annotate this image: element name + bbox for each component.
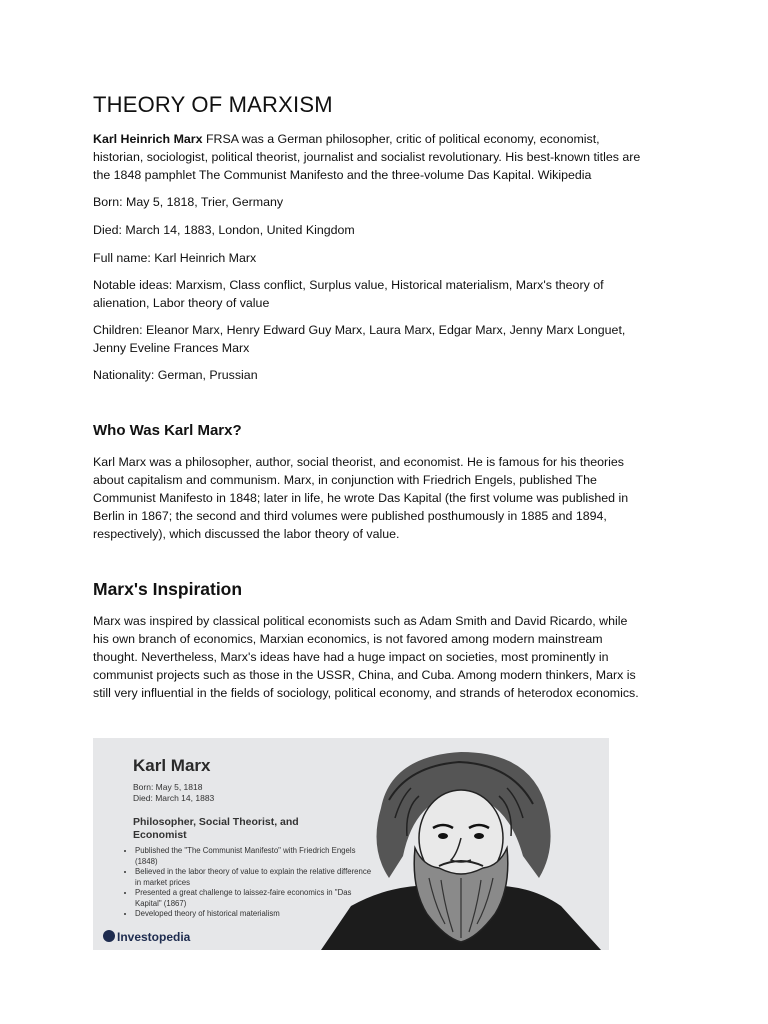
intro-text: FRSA was a German philosopher, critic of political economy, economist, historian, sociologist, political theorist, journalist and socialist revolutionary. His best-known titles are the 1848 pamphlet The Communist Manifesto and the three-volume Das Kapital. Wikipedia (93, 132, 641, 182)
fact-children: Children: Eleanor Marx, Henry Edward Guy Marx, Laura Marx, Edgar Marx, Jenny Marx Longuet, Jenny Eveline Frances Marx (93, 323, 626, 355)
intro-name: Karl Heinrich Marx (93, 132, 203, 146)
card-born: Born: May 5, 1818 (133, 782, 203, 792)
investopedia-logo-icon (103, 930, 115, 942)
fact-full-name: Full name: Karl Heinrich Marx (93, 251, 257, 265)
card-died: Died: March 14, 1883 (133, 793, 215, 803)
fact-nationality: Nationality: German, Prussian (93, 368, 258, 382)
fact-died: Died: March 14, 1883, London, United Kingdom (93, 223, 355, 237)
card-bullet: • Believed in the labor theory of value to explain the relative difference in market prices (135, 867, 375, 888)
fact-born: Born: May 5, 1818, Trier, Germany (93, 195, 284, 209)
marx-portrait-illustration (311, 738, 609, 950)
paragraph-marx-inspiration: Marx was inspired by classical political economists such as Adam Smith and David Ricardo, while his own branch of economics, Marxian economics, is not favored among modern mainstream thought. Nevertheless, Marx's ideas have had a huge impact on societies, most prominently in communist projects such as those in the USSR, China, and Cuba. Among modern thinkers, Marx is still very influential in the fields of sociology, political economy, and strands of heterodox economics. (93, 614, 639, 700)
investopedia-infographic (93, 738, 609, 950)
investopedia-logo (103, 930, 190, 944)
card-bullet: • Presented a great challenge to laissez-faire economics in "Das Kapital" (1867) (135, 888, 375, 909)
card-bullet: • Published the "The Communist Manifesto" with Friedrich Engels (1848) (135, 846, 375, 867)
card-name: Karl Marx (133, 756, 211, 775)
card-bullet: • Developed theory of historical materialism (135, 909, 375, 920)
heading-who-was-marx: Who Was Karl Marx? (93, 422, 242, 439)
heading-marx-inspiration: Marx's Inspiration (93, 579, 243, 599)
investopedia-brand: Investopedia (117, 930, 191, 944)
fact-notable-ideas: Notable ideas: Marxism, Class conflict, Surplus value, Historical materialism, Marx's theory of alienation, Labor theory of value (93, 278, 604, 310)
card-role: Philosopher, Social Theorist, and Economist (133, 816, 299, 841)
intro-paragraph (93, 130, 641, 184)
document-title: THEORY OF MARXISM (93, 92, 333, 117)
paragraph-who-was-marx: Karl Marx was a philosopher, author, social theorist, and economist. He is famous for his theories about capitalism and communism. Marx, in conjunction with Friedrich Engels, published The Communist Manifesto in 1848; later in life, he wrote Das Kapital (the first volume was published in Berlin in 1867; the second and third volumes were published posthumously in 1885 and 1894, respectively), which discussed the labor theory of value. (93, 455, 629, 541)
